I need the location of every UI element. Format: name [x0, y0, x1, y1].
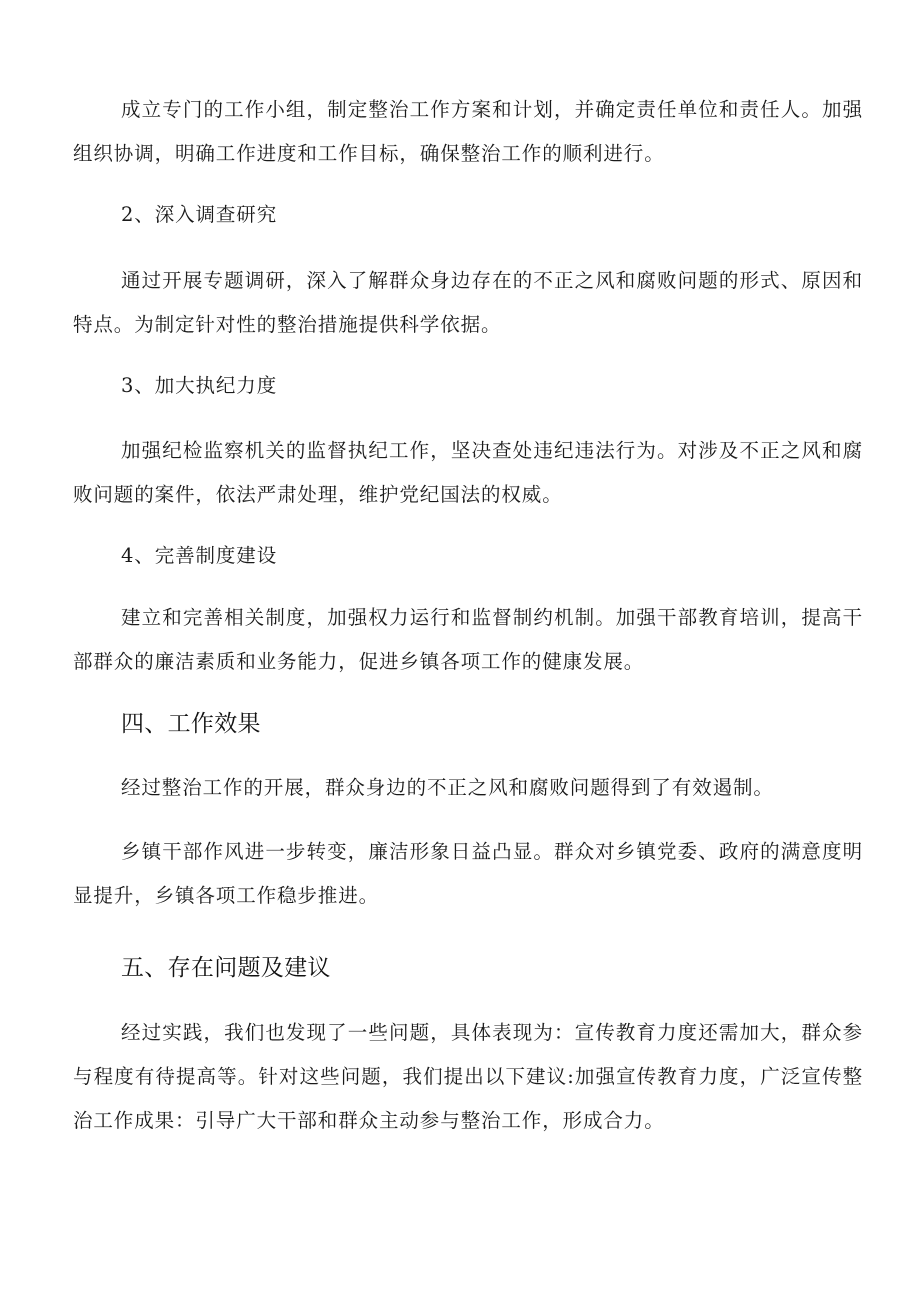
section-heading-problems: 五、存在问题及建议	[121, 955, 331, 981]
section-heading-effects: 四、工作效果	[121, 711, 261, 737]
subheading-discipline: 3、加大执纪力度	[121, 374, 278, 397]
paragraph-system: 建立和完善相关制度，加强权力运行和监督制约机制。加强干部教育培训，提高干部群众的廉洁素质和业务能力，促进乡镇各项工作的健康发展。	[73, 606, 863, 673]
paragraph-work-group: 成立专门的工作小组，制定整治工作方案和计划，并确定责任单位和责任人。加强组织协调，明确工作进度和工作目标，确保整治工作的顺利进行。	[73, 98, 863, 165]
paragraph-effects-1: 经过整治工作的开展，群众身边的不正之风和腐败问题得到了有效遏制。	[121, 776, 774, 799]
paragraph-investigation: 通过开展专题调研，深入了解群众身边存在的不正之风和腐败问题的形式、原因和特点。为制定针对性的整治措施提供科学依据。	[73, 269, 863, 336]
paragraph-effects-2: 乡镇干部作风进一步转变，廉洁形象日益凸显。群众对乡镇党委、政府的满意度明显提升，乡镇各项工作稳步推进。	[73, 840, 863, 907]
paragraph-problems: 经过实践，我们也发现了一些问题，具体表现为：宣传教育力度还需加大，群众参与程度有待提高等。针对这些问题，我们提出以下建议:加强宣传教育力度，广泛宣传整治工作成果：引导广大干部和群众主动参与整治工作，形成合力。	[73, 1021, 863, 1132]
subheading-investigation: 2、深入调查研究	[121, 203, 278, 226]
subheading-system: 4、完善制度建设	[121, 544, 278, 567]
paragraph-discipline: 加强纪检监察机关的监督执纪工作，坚决查处违纪违法行为。对涉及不正之风和腐败问题的案件，依法严肃处理，维护党纪国法的权威。	[73, 439, 863, 506]
